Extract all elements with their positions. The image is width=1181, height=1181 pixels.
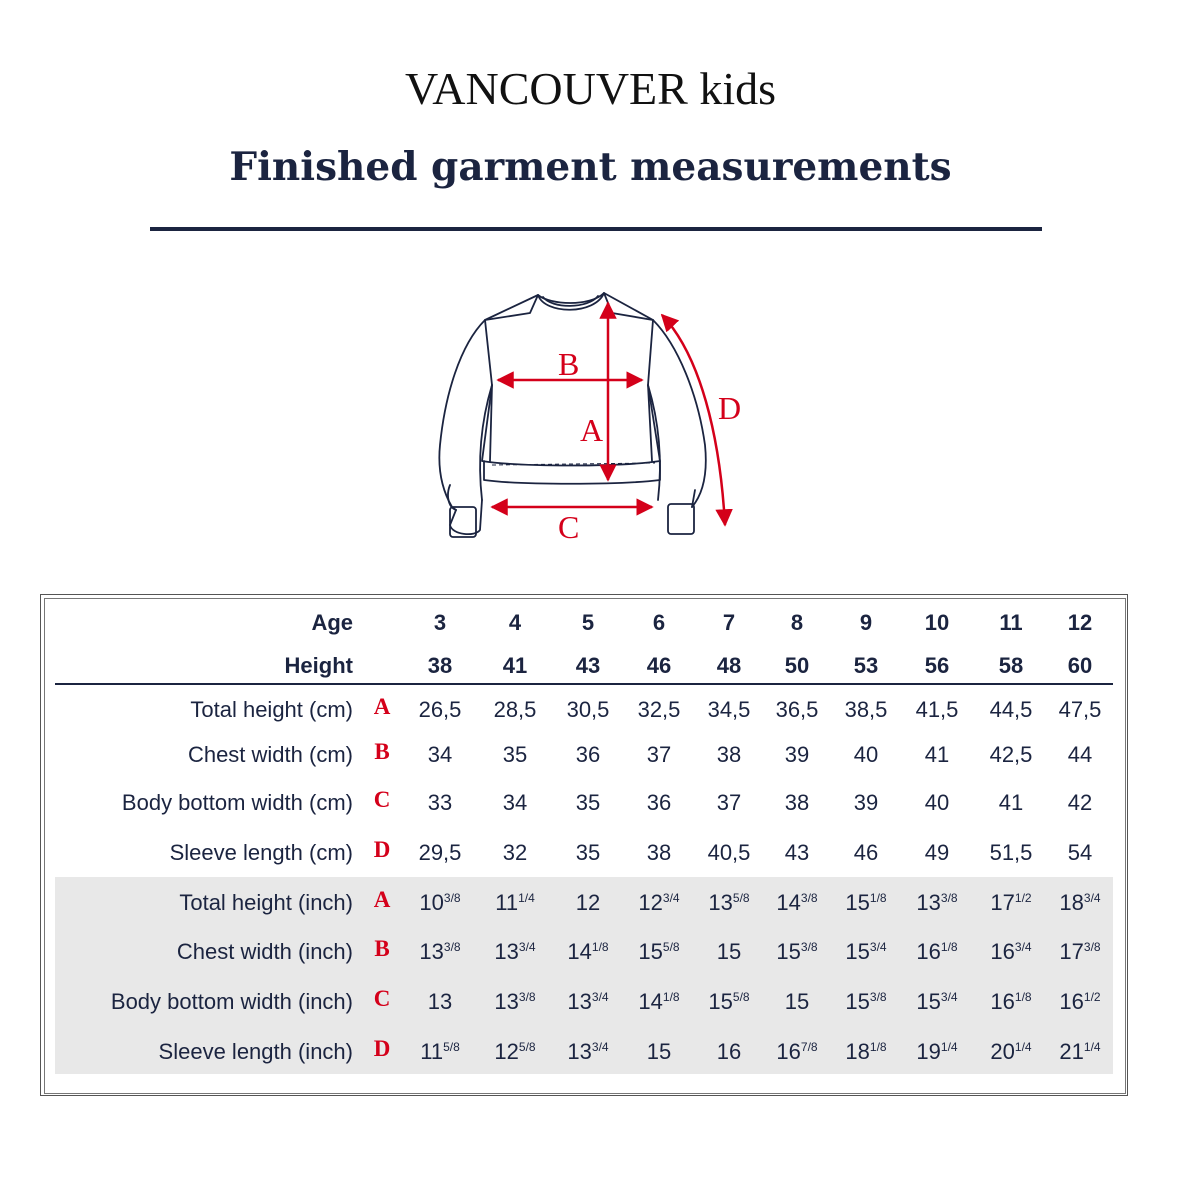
table-cell: 15 — [716, 939, 742, 964]
table-cell: 38,5 — [844, 697, 888, 722]
page-title: Finished garment measurements — [229, 144, 952, 190]
header-cell: 4 — [508, 610, 522, 635]
table-cell: 49 — [924, 840, 950, 865]
table-cell: 39 — [853, 790, 879, 815]
row-label: Total height (inch) — [179, 890, 353, 915]
row-label: Body bottom width (inch) — [110, 989, 353, 1014]
measure-letter: A — [373, 887, 391, 912]
table-cell: 26,5 — [418, 697, 462, 722]
table-cell: $15^{3/4}$ — [916, 989, 958, 1014]
table-cell: 16 — [716, 1039, 742, 1064]
measure-letter: C — [373, 986, 391, 1011]
table-cell: 41 — [998, 790, 1024, 815]
measure-letter: C — [373, 787, 391, 812]
table-cell: 41 — [924, 742, 950, 767]
row-label: Total height (cm) — [190, 697, 353, 722]
table-cell: 34 — [427, 742, 453, 767]
table-cell: 34,5 — [707, 697, 751, 722]
table-cell: 42,5 — [989, 742, 1033, 767]
table-cell: 13 — [427, 989, 453, 1014]
table-cell: 35 — [575, 790, 601, 815]
table-cell: $19^{1/4}$ — [916, 1039, 958, 1064]
header-label: Age — [311, 610, 353, 635]
table-cell: 44 — [1067, 742, 1093, 767]
header-label: Height — [284, 653, 353, 678]
label-b: B — [558, 346, 580, 382]
header-cell: 60 — [1067, 653, 1093, 678]
label-d: D — [718, 390, 742, 426]
header-cell: 41 — [502, 653, 528, 678]
table-cell: $16^{7/8}$ — [776, 1039, 818, 1064]
table-cell: $17^{1/2}$ — [990, 890, 1032, 915]
header-cell: 53 — [853, 653, 879, 678]
table-cell: 36 — [646, 790, 672, 815]
header-cell: 6 — [652, 610, 666, 635]
table-cell: $13^{3/8}$ — [419, 939, 461, 964]
table-cell: $15^{3/4}$ — [845, 939, 887, 964]
header-cell: 8 — [790, 610, 804, 635]
table-cell: 34 — [502, 790, 528, 815]
table-cell: 33 — [427, 790, 453, 815]
table-cell: 36,5 — [775, 697, 819, 722]
table-cell: 15 — [784, 989, 810, 1014]
table-cell: $18^{1/8}$ — [845, 1039, 887, 1064]
measure-letter: A — [373, 694, 391, 719]
header-cell: 50 — [784, 653, 810, 678]
title-divider — [150, 227, 1042, 231]
table-cell: $15^{5/8}$ — [708, 989, 750, 1014]
measure-letter: B — [374, 936, 390, 961]
table-cell: $15^{1/8}$ — [845, 890, 887, 915]
table-cell: 42 — [1067, 790, 1093, 815]
table-cell: 46 — [853, 840, 879, 865]
table-cell: 32 — [502, 840, 528, 865]
table-cell: 38 — [646, 840, 672, 865]
header-cell: 56 — [924, 653, 950, 678]
table-cell: 44,5 — [989, 697, 1033, 722]
table-cell: $17^{3/8}$ — [1059, 939, 1101, 964]
header-cell: 5 — [581, 610, 595, 635]
table-cell: 37 — [646, 742, 672, 767]
table-cell: $12^{5/8}$ — [494, 1039, 536, 1064]
table-cell: 47,5 — [1058, 697, 1102, 722]
table-cell: $11^{1/4}$ — [495, 890, 535, 915]
row-label: Chest width (inch) — [176, 939, 353, 964]
table-cell: $21^{1/4}$ — [1059, 1039, 1101, 1064]
header-cell: 38 — [427, 653, 453, 678]
table-cell: $14^{3/8}$ — [776, 890, 818, 915]
table-cell: 12 — [575, 890, 601, 915]
table-cell: 51,5 — [989, 840, 1033, 865]
table-cell: 40 — [853, 742, 879, 767]
header-cell: 9 — [859, 610, 873, 635]
row-label: Sleeve length (inch) — [158, 1039, 353, 1064]
table-cell: 30,5 — [566, 697, 610, 722]
header-cell: 43 — [575, 653, 601, 678]
measure-letter: D — [373, 837, 391, 862]
table-cell: $13^{5/8}$ — [708, 890, 750, 915]
header-cell: 48 — [716, 653, 742, 678]
table-cell: $15^{3/8}$ — [845, 989, 887, 1014]
header-cell: 46 — [646, 653, 672, 678]
table-cell: 43 — [784, 840, 810, 865]
header-cell: 10 — [924, 610, 950, 635]
header-cell: 12 — [1067, 610, 1093, 635]
table-cell: 35 — [502, 742, 528, 767]
table-cell: $12^{3/4}$ — [638, 890, 680, 915]
table-cell: $13^{3/8}$ — [916, 890, 958, 915]
table-cell: $11^{5/8}$ — [420, 1039, 460, 1064]
table-cell: 38 — [716, 742, 742, 767]
table-cell: $13^{3/8}$ — [494, 989, 536, 1014]
table-cell: 29,5 — [418, 840, 462, 865]
table-cell: $16^{1/2}$ — [1059, 989, 1101, 1014]
table-cell: 39 — [784, 742, 810, 767]
table-cell: 41,5 — [915, 697, 959, 722]
table-cell: 40,5 — [707, 840, 751, 865]
table-cell: $20^{1/4}$ — [990, 1039, 1032, 1064]
label-c: C — [558, 509, 580, 545]
table-cell: 54 — [1067, 840, 1093, 865]
table-cell: $14^{1/8}$ — [567, 939, 609, 964]
brand-title: VANCOUVER kids — [404, 63, 777, 114]
table-cell: $18^{3/4}$ — [1059, 890, 1101, 915]
table-cell: 35 — [575, 840, 601, 865]
table-cell: $13^{3/4}$ — [567, 1039, 609, 1064]
table-cell: 32,5 — [637, 697, 681, 722]
table-cell: $15^{5/8}$ — [638, 939, 680, 964]
table-cell: $15^{3/8}$ — [776, 939, 818, 964]
header-cell: 58 — [998, 653, 1024, 678]
sweatshirt-diagram — [420, 275, 760, 565]
table-cell: $13^{3/4}$ — [494, 939, 536, 964]
table-cell: 15 — [646, 1039, 672, 1064]
measure-letter: B — [374, 739, 390, 764]
table-cell: $13^{3/4}$ — [567, 989, 609, 1014]
table-cell: $10^{3/8}$ — [419, 890, 461, 915]
table-cell: 37 — [716, 790, 742, 815]
header-cell: 3 — [433, 610, 447, 635]
table-cell: $16^{3/4}$ — [990, 939, 1032, 964]
table-cell: $14^{1/8}$ — [638, 989, 680, 1014]
row-label: Sleeve length (cm) — [169, 840, 353, 865]
table-cell: $16^{1/8}$ — [990, 989, 1032, 1014]
header-cell: 11 — [999, 610, 1023, 635]
table-cell: 36 — [575, 742, 601, 767]
row-label: Body bottom width (cm) — [121, 790, 353, 815]
table-cell: 40 — [924, 790, 950, 815]
measure-letter: D — [373, 1036, 391, 1061]
header-divider — [55, 683, 1113, 685]
table-cell: 38 — [784, 790, 810, 815]
row-label: Chest width (cm) — [187, 742, 353, 767]
header-cell: 7 — [722, 610, 736, 635]
table-cell: $16^{1/8}$ — [916, 939, 958, 964]
label-a: A — [580, 412, 604, 448]
table-cell: 28,5 — [493, 697, 537, 722]
